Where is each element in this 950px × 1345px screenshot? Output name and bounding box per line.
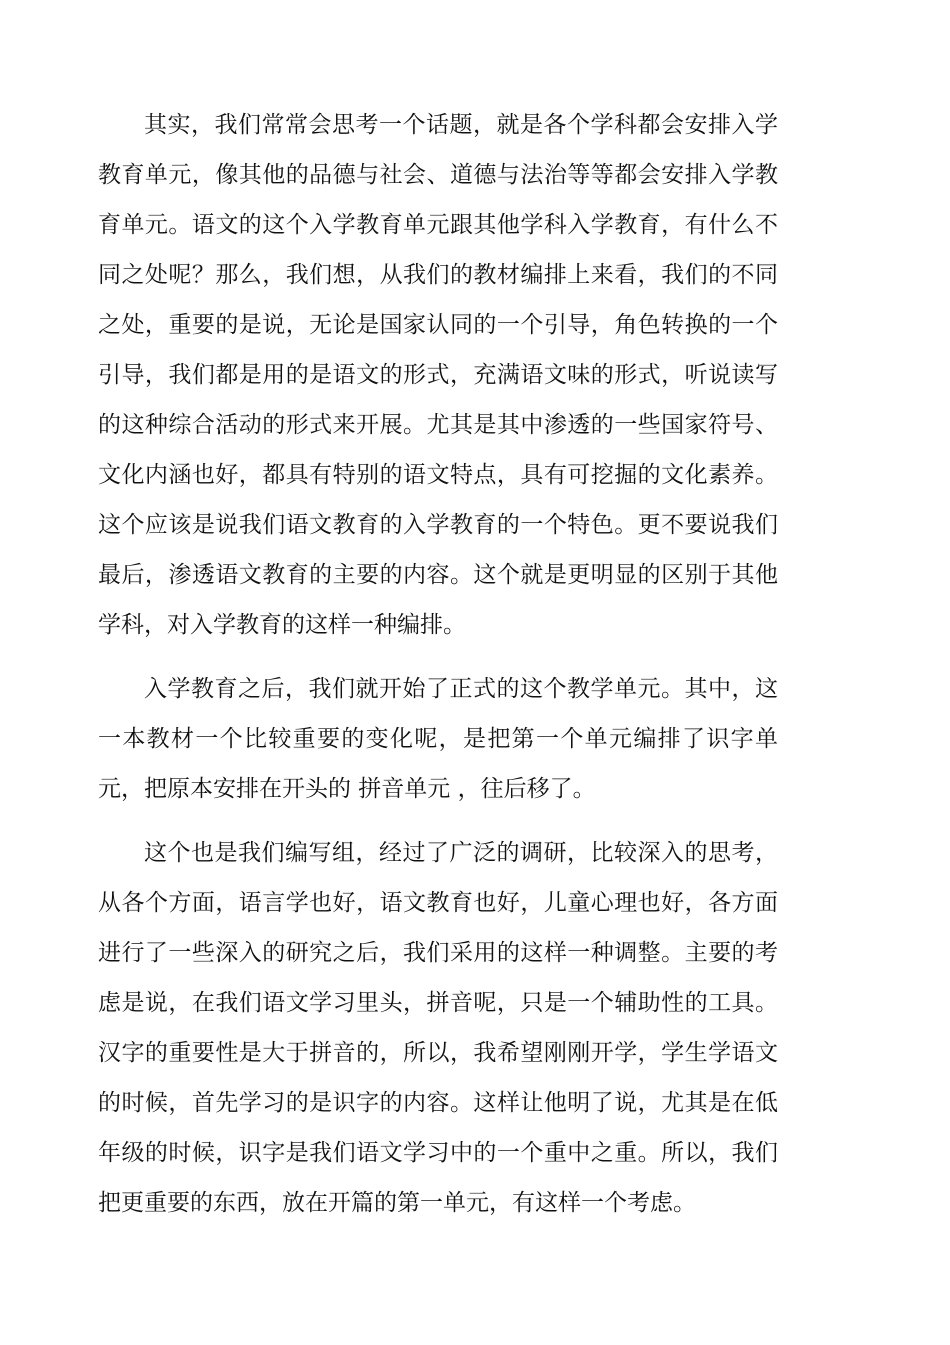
document-page xyxy=(98,100,778,1228)
paragraph-2: 入学教育之后，我们就开始了正式的这个教学单元。其中，这一本教材一个比较重要的变化呢，是把第一个单元编排了识字单元，把原本安排在开头的 拼音单元 ，往后移了。 xyxy=(98,676,778,802)
paragraph-3: 这个也是我们编写组，经过了广泛的调研，比较深入的思考，从各个方面，语言学也好，语文教育也好，儿童心理也好，各方面进行了一些深入的研究之后，我们采用的这样一种调整。主要的考虑是说，在我们语文学习里头，拼音呢，只是一个辅助性的工具。汉字的重要性是大于拼音的，所以，我希望刚刚开学，学生学语文的时候，首先学习的是识字的内容。这样让他明了说，尤其是在低年级的时候，识字是我们语文学习中的一个重中之重。所以，我们把更重要的东西，放在开篇的第一单元，有这样一个考虑。 xyxy=(98,840,778,1216)
paragraph-1: 其实，我们常常会思考一个话题，就是各个学科都会安排入学教育单元，像其他的品德与社会、道德与法治等等都会安排入学教育单元。语文的这个入学教育单元跟其他学科入学教育，有什么不同之处呢？那么，我们想，从我们的教材编排上来看，我们的不同之处，重要的是说，无论是国家认同的一个引导，角色转换的一个引导，我们都是用的是语文的形式，充满语文味的形式，听说读写的这种综合活动的形式来开展。尤其是其中渗透的一些国家符号、文化内涵也好，都具有特别的语文特点，具有可挖掘的文化素养。这个应该是说我们语文教育的入学教育的一个特色。更不要说我们最后，渗透语文教育的主要的内容。这个就是更明显的区别于其他学科，对入学教育的这样一种编排。 xyxy=(98,112,778,638)
